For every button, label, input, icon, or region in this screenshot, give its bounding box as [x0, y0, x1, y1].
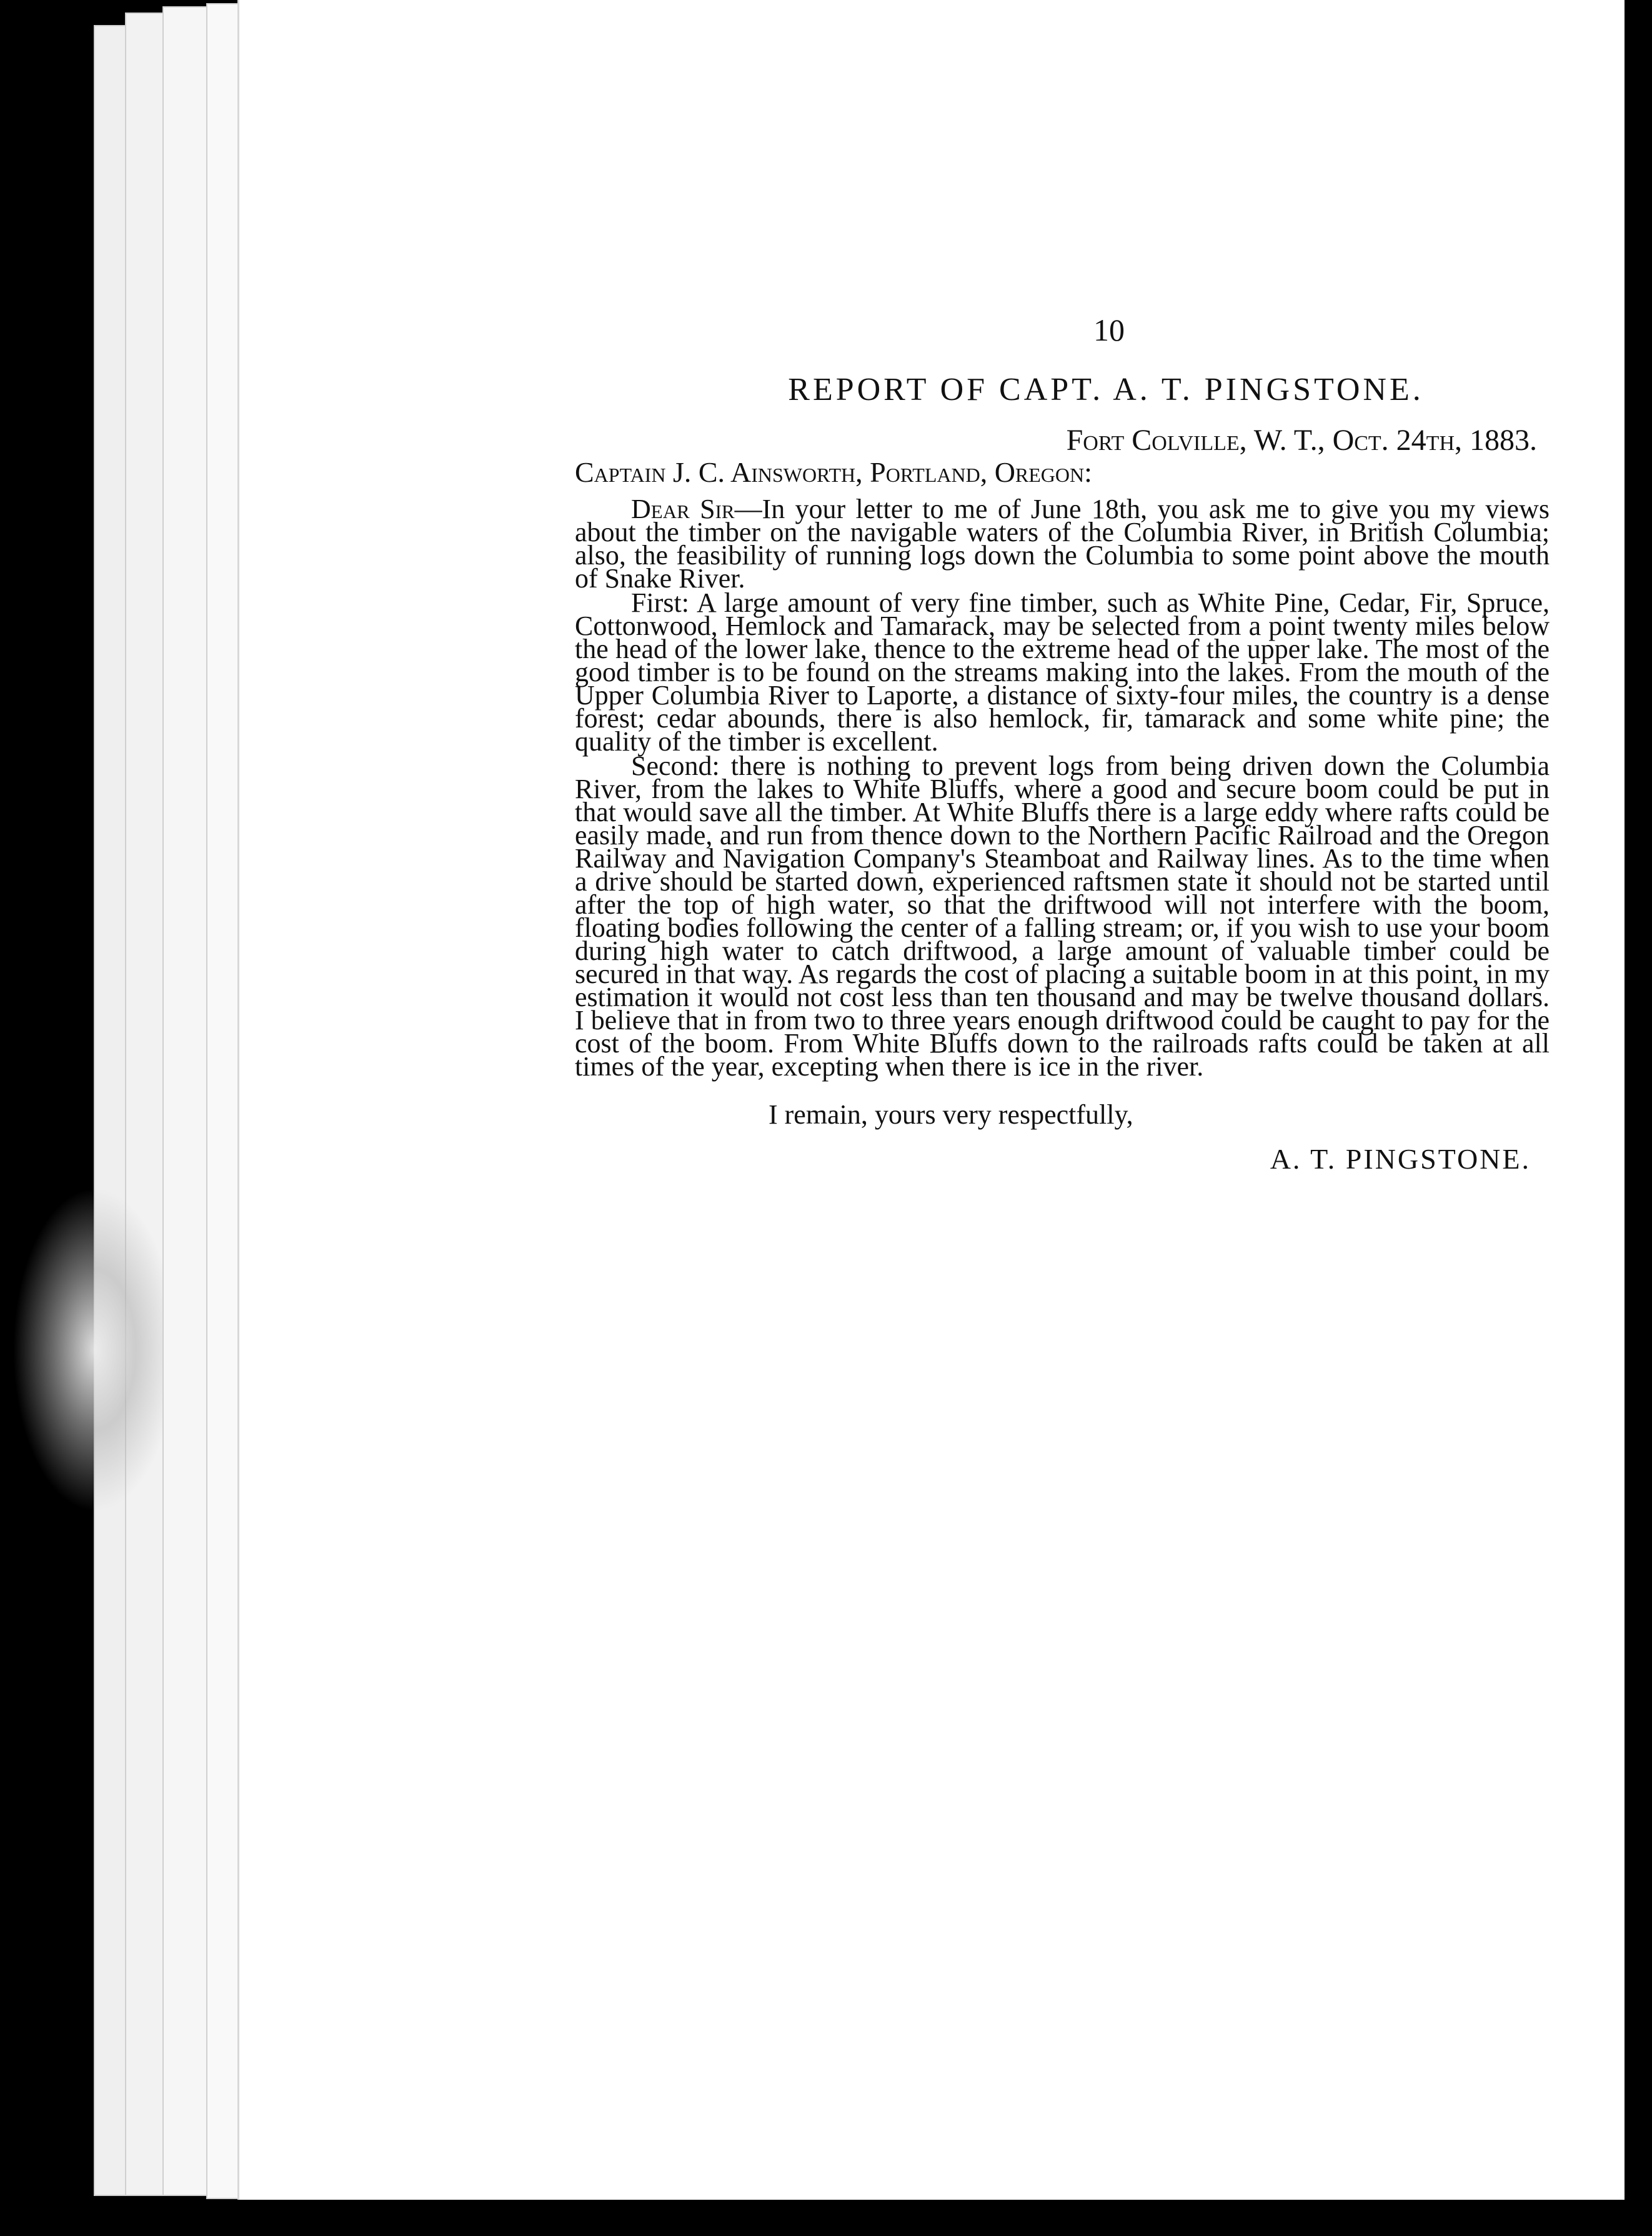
place-date-text: Fort Colville, W. T., Oct. 24th, 1883.	[1066, 424, 1537, 457]
letter-body	[575, 312, 1550, 1175]
page-number: 10	[1093, 312, 1125, 347]
closing: I remain, yours very respectfully,	[769, 1099, 1133, 1130]
paragraph-intro-text: —In your letter to me of June 18th, you ask me to give you my views about the timber on the navigable waters of the Columbia River, in British Columbia; also, the feasibility of running logs down the Columbia to some point above the mouth of Snake River.	[575, 494, 1550, 594]
addressee: Captain J. C. Ainsworth, Portland, Oregon:	[575, 456, 1092, 488]
salutation: Dear Sir	[631, 494, 735, 524]
scan-edge	[1625, 0, 1652, 2236]
paper-stain	[12, 1187, 162, 1512]
place-date	[575, 424, 1550, 457]
signature: A. T. PINGSTONE.	[1270, 1143, 1531, 1175]
paragraph-intro	[575, 494, 1550, 594]
paragraph-second: Second: there is nothing to prevent logs from being driven down the Columbia River, from the lakes to White Bluffs, where a good and secure boom could be put in that would save all the timber. At White Bluffs there is a large eddy where rafts could be easily made, and run from thence down to the Northern Pacific Railroad and the Oregon Railway and Navigation Company's Steamboat and Railway lines. As to the time when a drive should be started down, experienced raftsmen state it should not be started until after the top of high water, so that the driftwood will not interfere with the boom, floating bodies following the center of a falling stream; or, if you wish to use your boom during high water to catch driftwood, a large amount of valuable timber could be secured in that way. As regards the cost of placing a suitable boom in at this point, in my estimation it would not cost less than ten thousand and may be twelve thousand dollars. I believe that in from two to three years enough driftwood could be caught to pay for the cost of the boom. From White Bluffs down to the railroads rafts could be taken at all times of the year, excepting when there is ice in the river.	[575, 751, 1550, 1082]
report-title: REPORT OF CAPT. A. T. PINGSTONE.	[788, 372, 1424, 407]
paragraph-first: First: A large amount of very fine timber, such as White Pine, Cedar, Fir, Spruce, Cottonwood, Hemlock and Tamarack, may be selected from a point twenty miles below the head of the lower lake, thence to the extreme head of the upper lake. The most of the good timber is to be found on the streams making into the lakes. From the mouth of the Upper Columbia River to Laporte, a distance of sixty-four miles, the country is a dense forest; cedar abounds, there is also hemlock, fir, tamarack and some white pine; the quality of the timber is excellent.	[575, 587, 1550, 757]
